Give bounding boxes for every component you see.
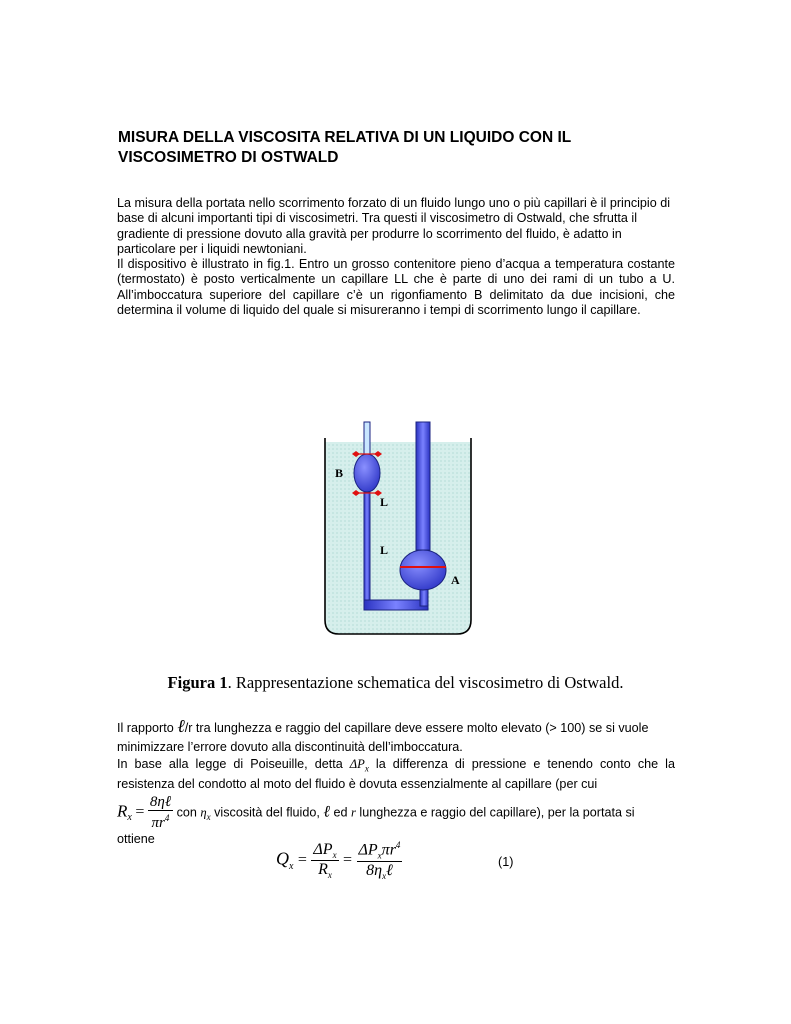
figure-caption-text: . Rappresentazione schematica del viscosimetro di Ostwald.	[227, 673, 624, 692]
capillary-top	[364, 422, 370, 454]
label-a: A	[451, 573, 460, 587]
capillary-ll	[364, 492, 370, 604]
rx-symbol: R	[117, 801, 128, 821]
body-section	[117, 717, 675, 847]
bulb-b	[354, 454, 380, 492]
rx-line: $R_x$ = $\frac{\text{8ηℓ}}{\pi r^4}$ con $\eta_x$ viscosità del fluido, ℓ ed r lunghezza e raggio del capillare), per la portata si	[117, 794, 635, 832]
figure-caption-label: Figura 1	[167, 673, 228, 692]
label-l-upper: L	[380, 495, 389, 509]
intro-section	[117, 196, 675, 318]
figure-caption	[0, 673, 791, 693]
body-paragraph-ratio: Il rapporto ℓ/r tra lunghezza e raggio del capillare deve essere molto elevato (> 100) se si vuole minimizzare l’errore dovuto alla discontinuità dell’imboccatura.	[117, 716, 649, 754]
label-b: B	[335, 466, 344, 480]
label-l-lower: L	[380, 543, 389, 557]
title-line-1: MISURA DELLA VISCOSITA RELATIVA DI UN LIQUIDO CON IL	[118, 129, 572, 146]
title-line-2: VISCOSIMETRO DI OSTWALD	[118, 149, 339, 166]
body-paragraph-poiseuille: In base alla legge di Poiseuille, detta $\Delta P_x$ la differenza di pressione e tenendo conto che la resistenza del condotto al moto del fluido è dovuta essenzialmente al capillare (per cui	[117, 757, 675, 791]
ostwald-viscometer-diagram	[320, 420, 480, 638]
equation-fraction-2: $\frac{\Delta P_x\pi r^4}{8\eta_x\ell}$	[358, 840, 401, 881]
body-paragraph-ottiene: ottiene	[117, 831, 155, 846]
bulb-a	[400, 550, 446, 590]
u-tube-bottom	[364, 600, 428, 610]
page-title	[118, 128, 678, 168]
equation-1: $Q_x$ = $\frac{\Delta P_x}{R_x}$ = $\frac{\Delta P_x\pi r^4}{8\eta_x\ell}$	[276, 840, 401, 881]
intro-paragraph-2: Il dispositivo è illustrato in fig.1. Entro un grosso contenitore pieno d’acqua a temperatura costante (termostato) è posto verticalmente un capillare LL che è parte di uno dei rami di un tubo a U. All’imboccatura superiore del capillare c’è un rigonfiamento B delimitato da due incisioni, che determina il volume di liquido del quale si misureranno i tempi di scorrimento lungo il capillare.	[117, 257, 675, 318]
equation-fraction-1: $\frac{\Delta P_x}{R_x}$	[313, 840, 337, 881]
rx-fraction: $\frac{\text{8ηℓ}}{\pi r^4}$	[149, 794, 172, 832]
intro-paragraph-1: La misura della portata nello scorrimento forzato di un fluido lungo uno o più capillari è il principio di base di alcuni importanti tipi di viscosimetri. Tra questi il viscosimetro di Ostwald, che sfrutta il gradiente di pressione dovuto alla gravità per produrre lo scorrimento del fluido, è adatto in particolare per i liquidi newtoniani.	[117, 196, 671, 256]
equation-number: (1)	[498, 855, 514, 869]
wide-tube	[416, 422, 430, 550]
